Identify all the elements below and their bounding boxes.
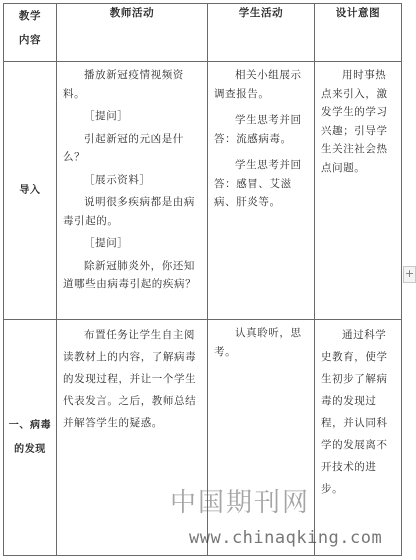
row-content-cell: 导入 bbox=[4, 62, 57, 320]
paragraph: 学生思考并回答：感冒、艾滋病、肝炎等。 bbox=[214, 159, 302, 208]
watermark-url: www.chinaqking.com bbox=[189, 528, 383, 548]
paragraph: 用时事热点来引入，激发学生的学习兴趣；引导学生关注社会热点问题。 bbox=[321, 69, 388, 174]
table-row bbox=[4, 62, 402, 320]
paragraph: 认真聆听，思考。 bbox=[214, 327, 302, 358]
paragraph: 除新冠肺炎外，你还知道哪些由病毒引起的疾病？ bbox=[63, 259, 197, 290]
expand-plus-icon[interactable]: + bbox=[403, 266, 416, 283]
paragraph: 学生思考并回答：流感病毒。 bbox=[214, 114, 302, 145]
paragraph: 通过科学史教育，使学生初步了解病毒的发现过程，并认同科学的发展离不开技术的进步。 bbox=[321, 329, 388, 495]
paragraph: ［展示资料］ bbox=[84, 173, 151, 186]
paragraph: 播放新冠疫情视频资料。 bbox=[63, 69, 184, 100]
header-design-intent: 设计意图 bbox=[315, 4, 402, 62]
teacher-activity-cell bbox=[57, 320, 208, 556]
paragraph: 布置任务让学生自主阅读教材上的内容，了解病毒的发现过程，并让一个学生代表发言。之后，教师总结并解答学生的疑惑。 bbox=[63, 329, 197, 429]
table-row bbox=[4, 320, 402, 556]
paragraph: 相关小组展示调查报告。 bbox=[214, 69, 302, 100]
lesson-plan-table bbox=[3, 3, 402, 556]
student-activity-cell bbox=[208, 62, 315, 320]
table-header-row bbox=[4, 4, 402, 62]
design-intent-cell bbox=[315, 320, 402, 556]
header-teacher-activity: 教师活动 bbox=[57, 4, 208, 62]
design-intent-cell bbox=[315, 62, 402, 320]
teacher-activity-cell bbox=[57, 62, 208, 320]
paragraph: 说明很多疾病都是由病毒引起的。 bbox=[63, 196, 195, 227]
paragraph: ［提问］ bbox=[84, 237, 129, 249]
paragraph: ［提问］ bbox=[84, 110, 129, 122]
header-student-activity: 学生活动 bbox=[208, 4, 315, 62]
student-activity-cell bbox=[208, 320, 315, 556]
row-content-cell: 一、病毒 的发现 bbox=[4, 320, 57, 556]
watermark-title: 中国期刊网 bbox=[170, 488, 311, 518]
header-content: 教学 内容 bbox=[4, 4, 57, 62]
paragraph: 引起新冠的元凶是什么？ bbox=[63, 132, 184, 163]
